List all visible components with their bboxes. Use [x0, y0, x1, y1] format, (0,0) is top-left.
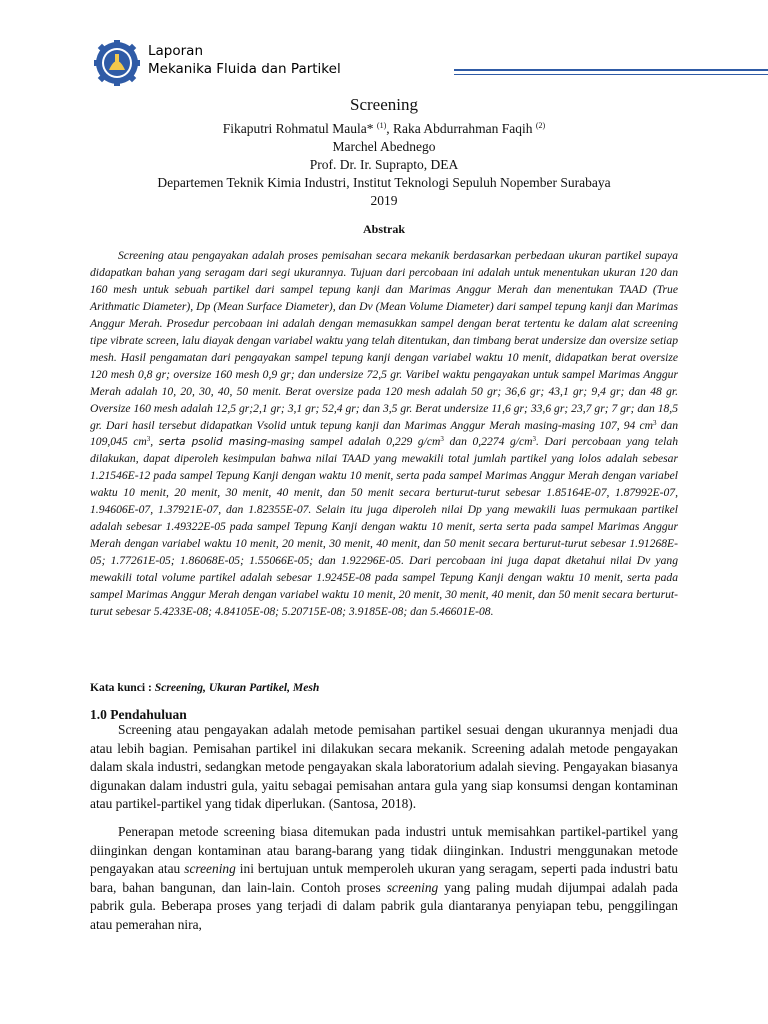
- section-heading: 1.0 Pendahuluan: [90, 707, 187, 722]
- abstract-text-2: dan 109,045 cm: [90, 418, 678, 449]
- p2-text-d: screening: [386, 879, 439, 895]
- p2-text-c: ini bertujuan untuk memperoleh ukuran yang seragam, seperti pada industri batu bara, bahan bangunan, dan lain-lain. Contoh proses: [90, 861, 678, 895]
- supervisor: Prof. Dr. Ir. Suprapto, DEA: [309, 157, 459, 172]
- header-rule: [454, 69, 768, 71]
- p2-text-a: Penerapan metode screening biasa ditemukan pada industri untuk memisahkan partikel-partikel yang diinginkan dengan kontaminan atau barang-barang yang tidak diinginkan. Industri menggunakan metode pengayakan atau: [90, 824, 678, 877]
- abstract-text-6: . Dari percobaan yang telah dilakukan, dapat diperoleh kesimpulan bahwa nilai TAAD yang mewakili total jumlah partikel yang lolos adalah sebesar 1.21546E-12 pada sampel Tepung Kanji dengan waktu 10 menit, serta pada sampel Marimas Anggur Merah dengan variabel waktu 10 menit, 20 menit, 30 menit, 40 menit, dan 50 menit secara berturut-turut sebesar 1.85164E-07, 1.87992E-07, 1.94606E-07, 1.37921E-07, dan 1.82355E-07. Selain itu juga diperoleh nilai Dp yang mewakili luas permukaan partikel adalah sebesar 1.49322E-05 pada sampel Tepung Kanji dengan waktu 10 menit, serta serta pada sampel Marimas Anggur Merah dengan variabel waktu 10 menit, 20 menit, 30 menit, 40 menit, dan 50 menit secara berturut-turut sebesar 1.91268E-05; 1.77261E-05; 1.86068E-05; 1.55066E-05; dan 1.92296E-05. Dari percobaan ini juga dapat dketahui nilai Dv yang mewakili total volume partikel adalah sebesar 1.9245E-08 pada sampel Tepung Kanji dengan waktu 10 menit, serta pada sampel Marimas Anggur Merah dengan variabel waktu 10 menit, 20 menit, 30 menit, 40 menit, dan 50 menit secara berturut-turut sebesar 5.4233E-08; 4.84105E-08; 5.20715E-08; 3.9185E-08; dan 5.46601E-08.: [90, 435, 678, 619]
- university-logo-icon: [94, 40, 140, 86]
- abstract-text-1: Screening atau pengayakan adalah proses pemisahan secara mekanik berdasarkan perbedaan ukuran partikel supaya didapatkan bahan yang seragam dari segi ukurannya. Tujuan dari percobaan ini adalah untuk menentukan ukuran 120 dan 160 mesh untuk sebuah partikel dari sampel tepung kanji dan Marimas Anggur Merah dan menentukan TAAD (True Arithmatic Diameter), Dp (Mean Surface Diameter), dan Dv (Mean Volume Diameter) dari sampel tepung kanji dan Marimas Anggur Merah. Prosedur percobaan ini adalah dengan memasukkan sampel dengan berat tertentu ke dalam alat screening tipe vibrate screen, lalu diayak dengan variabel waktu yang telah ditentukan, dan timbang berat undersize dan oversize setiap mesh. Hasil pengamatan dari pengayakan sampel tepung kanji dengan variabel waktu 10 menit, didapatkan berat oversize 120 mesh 0,8 gr; oversize 160 mesh 0,9 gr; dan undersize 72,5 gr. Varibel waktu pengayakan untuk sampel Marimas Anggur Merah adalah 10, 20, 30, 40, 50 menit. Berat oversize pada 120 mesh adalah 50 gr; 36,6 gr; 43,1 gr; 9,4 gr; dan 48 gr. Oversize 160 mesh adalah 12,5 gr;2,1 gr; 3,1 gr; 52,4 gr; dan 3,5 gr. Berat undersize 11,6 gr; 33,6 gr; 23,7 gr; 7 gr; dan 18,5 gr. Dari hasil tersebut didapatkan Vsolid untuk tepung kanji dan Marimas Anggur Merah masing-masing 107, 94 cm: [90, 249, 678, 432]
- abstract-body: [90, 248, 678, 621]
- author-2: , Raka Abdurrahman Faqih: [386, 121, 536, 136]
- author-1-sup: (1): [376, 121, 387, 130]
- abstract-text-3b: serta psolid masing: [158, 436, 268, 449]
- intro-paragraph-1: Screening atau pengayakan adalah metode pemisahan partikel sesuai dengan ukurannya menjadi dua atau lebih bagian. Pemisahan partikel ini dilakukan secara mekanik. Screening adalah metode pengayakan dalam skala industri, sedangkan metode pengayakan skala laboratorium adalah sieving. Pengayakan biasanya digunakan dalam industri gula, yaitu sebagai pemisahan antara gula yang siap konsumsi dengan kontaminan atau partikel-partikel yang tidak diperlukan. (Santosa, 2018).: [90, 722, 678, 812]
- header-report-label: Laporan: [148, 43, 204, 59]
- title-block: [60, 92, 708, 210]
- abstract-sup-2: 3: [146, 435, 151, 444]
- document-header: [94, 38, 694, 88]
- header-text: [148, 42, 341, 78]
- abstract-text-4: -masing sampel adalah 0,229 g/cm: [267, 435, 441, 449]
- abstract-heading: Abstrak: [362, 222, 405, 236]
- header-rule-thin: [454, 74, 768, 75]
- header-course-name: Mekanika Fluida dan Partikel: [148, 61, 341, 77]
- p2-text-b: screening: [184, 861, 236, 877]
- author-3: Marchel Abednego: [332, 139, 436, 154]
- keywords: [90, 680, 319, 696]
- abstract-sup-4: 3: [532, 435, 536, 444]
- abstract-text-5: dan 0,2274 g/cm: [443, 435, 533, 449]
- intro-paragraph-2: [90, 823, 678, 935]
- affiliation: Departemen Teknik Kimia Industri, Institut Teknologi Sepuluh Nopember Surabaya: [157, 175, 611, 190]
- p2-text-e: yang paling mudah dijumpai adalah pada pabrik gula. Beberapa proses yang terjadi di dalam pabrik gula diantaranya penyiapan tebu, penggilingan atau pemerahan nira,: [90, 879, 678, 932]
- author-2-sup: (2): [535, 121, 546, 130]
- year: 2019: [370, 193, 398, 208]
- abstract-sup-3: 3: [440, 435, 444, 444]
- author-1: Fikaputri Rohmatul Maula*: [222, 121, 377, 136]
- paper-title: Screening: [350, 95, 418, 114]
- abstract-sup-1: 3: [652, 418, 657, 427]
- abstract-text-3: ,: [150, 435, 159, 449]
- authors-line: [60, 120, 708, 138]
- keywords-label: Kata kunci :: [90, 681, 155, 694]
- keywords-values: Screening, Ukuran Partikel, Mesh: [154, 681, 320, 694]
